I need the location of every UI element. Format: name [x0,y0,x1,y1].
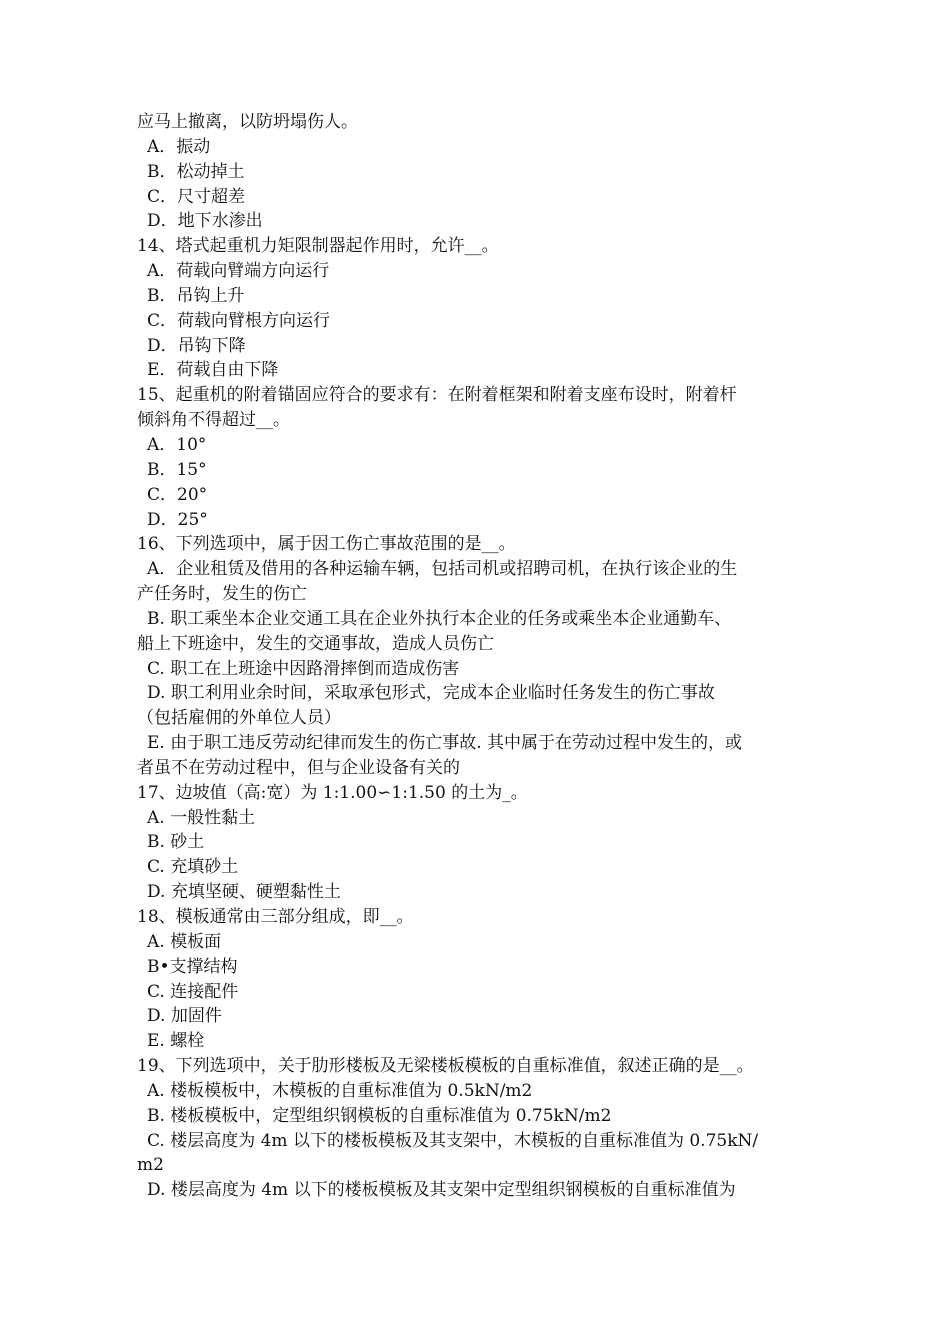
option-line: A. 一般性黏土 [147,807,256,828]
option-line: A. 模板面 [147,931,222,952]
option-line: C. 连接配件 [147,981,239,1002]
option-line: A．振动 [147,136,211,157]
option-line: C．20° [147,484,208,505]
option-line: C. 职工在上班途中因路滑摔倒而造成伤害 [147,658,460,679]
option-line: E．荷载自由下降 [147,360,279,381]
option-line: E. 由于职工违反劳动纪律而发生的伤亡事故. 其中属于在劳动过程中发生的，或 [147,733,743,754]
text-line: m2 [137,1155,164,1176]
document-body [137,110,827,1203]
text-line: 者虽不在劳动过程中，但与企业设备有关的 [137,757,460,778]
option-line: C．荷载向臂根方向运行 [147,310,331,331]
option-line: C. 充填砂土 [147,857,239,878]
question-line: 16、下列选项中，属于因工伤亡事故范围的是__。 [137,534,516,555]
option-line: D. 加固件 [147,1006,222,1027]
question-line: 17、边坡值（高:宽）为 1:1.00∽1:1.50 的土为_。 [137,782,528,803]
option-line: A．荷载向臂端方向运行 [147,261,330,282]
option-line: B. 楼板模板中，定型组织钢模板的自重标准值为 0.75kN/m2 [147,1105,612,1126]
question-line: 14、塔式起重机力矩限制器起作用时，允许__。 [137,236,499,257]
option-line: D．25° [147,509,208,530]
option-line: A．企业租赁及借用的各种运输车辆，包括司机或招聘司机，在执行该企业的生 [147,559,738,580]
question-line: 19、下列选项中，关于肋形楼板及无梁楼板模板的自重标准值，叙述正确的是__。 [137,1056,754,1077]
text-line: 倾斜角不得超过__。 [137,410,290,431]
text-line: 产任务时，发生的伤亡 [137,584,307,605]
option-line: C．尺寸超差 [147,186,246,207]
option-line: D. 充填坚硬、硬塑黏性土 [147,882,341,903]
option-line: D. 职工利用业余时间，采取承包形式，完成本企业临时任务发生的伤亡事故 [147,683,715,704]
question-line: 15、起重机的附着锚固应符合的要求有：在附着框架和附着支座布设时，附着杆 [137,385,737,406]
text-line: 船上下班途中，发生的交通事故，造成人员伤亡 [137,633,494,654]
option-line: C. 楼层高度为 4m 以下的楼板模板及其支架中，木模板的自重标准值为 0.75kN/ [147,1130,759,1151]
option-line: B. 职工乘坐本企业交通工具在企业外执行本企业的任务或乘坐本企业通勤车、 [147,608,732,629]
option-line: B. 砂土 [147,832,205,853]
option-line: A. 楼板模板中，木模板的自重标准值为 0.5kN/m2 [147,1080,533,1101]
question-line: 18、模板通常由三部分组成，即__。 [137,907,414,927]
option-line: D．地下水渗出 [147,211,263,232]
option-line: D．吊钩下降 [147,335,246,356]
option-line: B．松动掉土 [147,161,245,182]
option-line: A．10° [147,434,207,455]
option-line: E. 螺栓 [147,1031,205,1052]
option-line: B•支撑结构 [147,956,238,977]
text-line: 应马上撤离，以防坍塌伤人。 [137,112,358,132]
option-line: B．15° [147,459,207,480]
option-line: D. 楼层高度为 4m 以下的楼板模板及其支架中定型组织钢模板的自重标准值为 [147,1180,736,1201]
text-line: （包括雇佣的外单位人员） [137,708,341,729]
option-line: B．吊钩上升 [147,285,245,306]
